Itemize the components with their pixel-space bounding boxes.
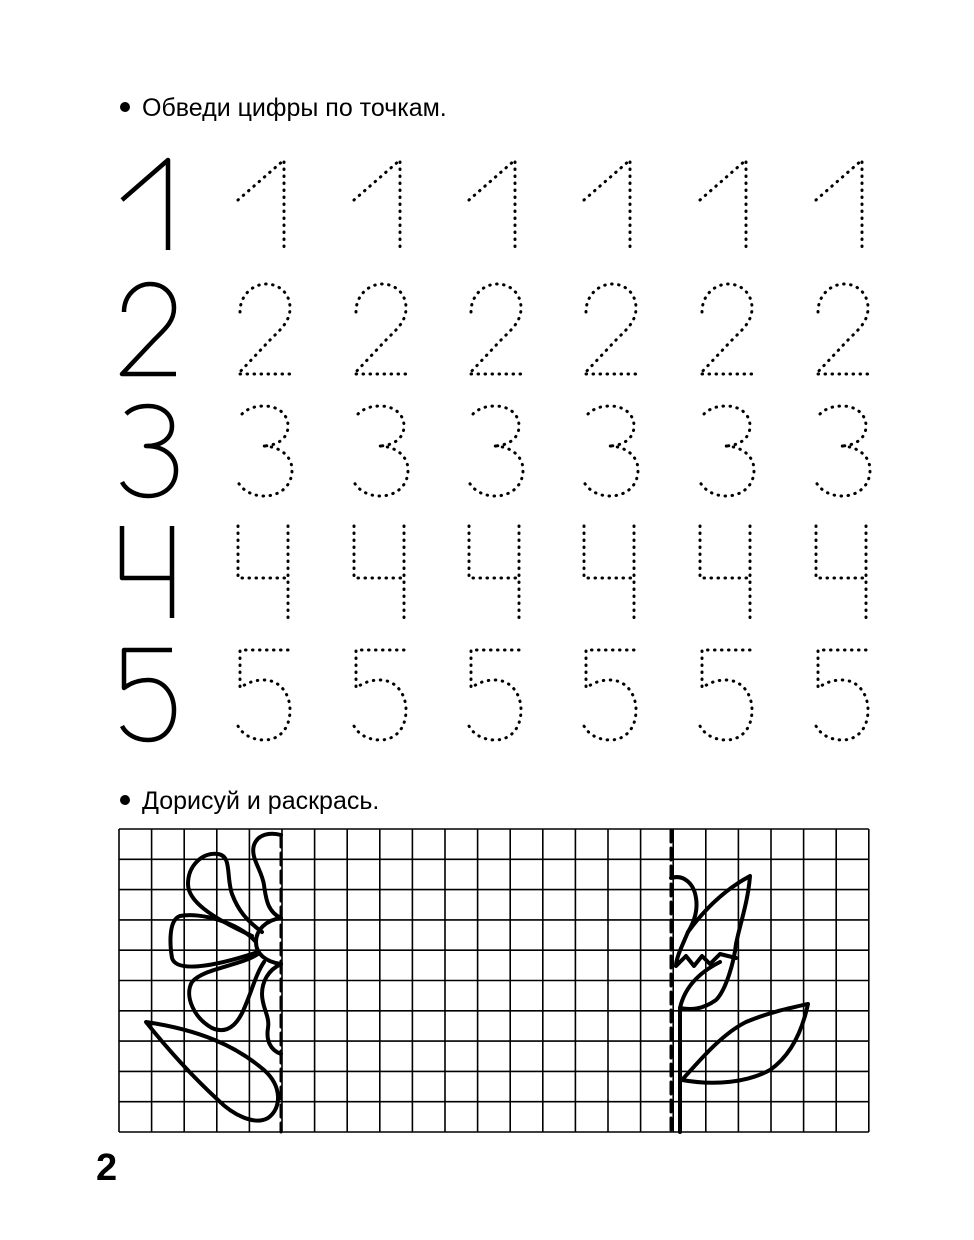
half-flower-icon xyxy=(146,834,281,1132)
page-number: 2 xyxy=(96,1147,118,1189)
instruction-text: Дорисуй и раскрась. xyxy=(142,787,380,815)
instruction-text: Обведи цифры по точкам. xyxy=(142,94,447,122)
